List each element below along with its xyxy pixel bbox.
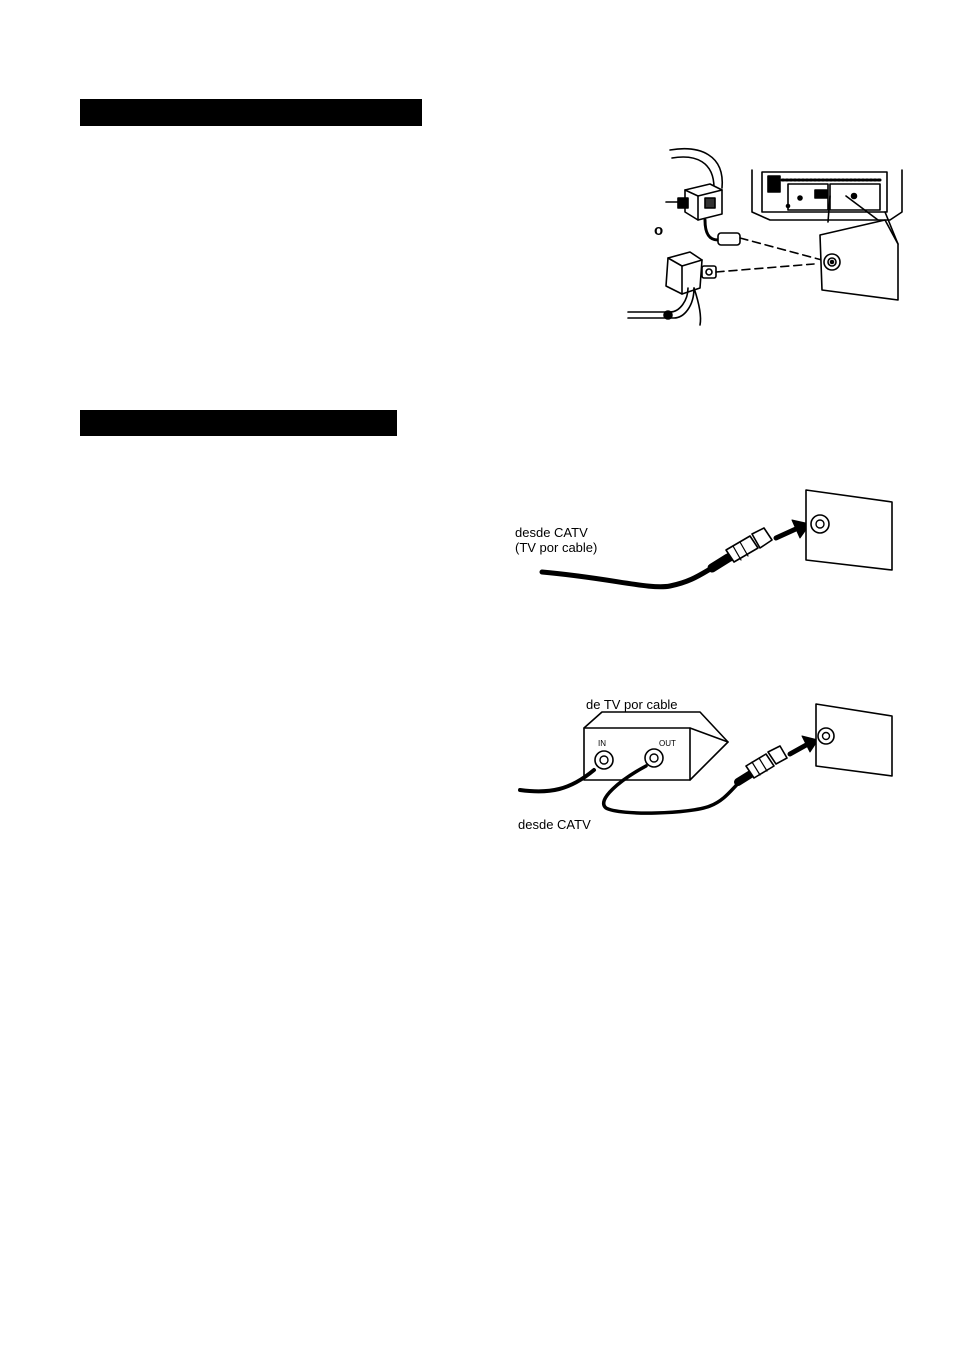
section-header-bar-1 bbox=[80, 99, 422, 126]
catv-source-label: desde CATV bbox=[515, 525, 588, 540]
section-header-bar-2 bbox=[80, 410, 397, 436]
converter-top-label: de TV por cable bbox=[586, 697, 678, 712]
catv-source-sublabel: (TV por cable) bbox=[515, 540, 598, 555]
converter-out-label: OUT bbox=[659, 739, 676, 748]
converter-source-label: desde CATV bbox=[518, 817, 591, 832]
converter-in-label: IN bbox=[598, 739, 606, 748]
alternative-o-label: o bbox=[654, 222, 664, 239]
